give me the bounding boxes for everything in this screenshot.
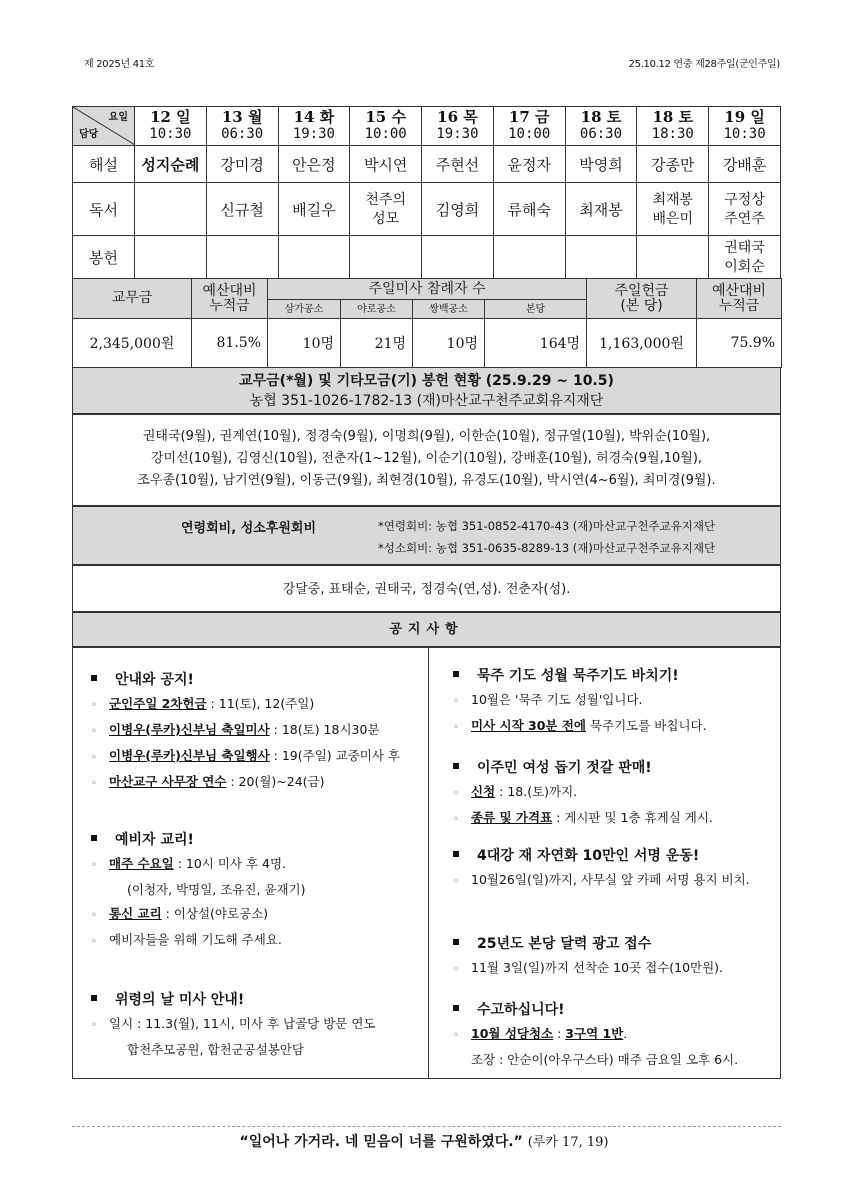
assignee-name: 강배훈: [722, 155, 767, 174]
assignee-name: 윤정자: [507, 155, 551, 174]
notice-heading: [453, 844, 750, 868]
schedule-cell: [493, 236, 565, 279]
day-label: 17 금: [508, 108, 550, 126]
notice-item-text: : 10시 미사 후 4명.: [173, 856, 287, 871]
notice-item-text: 10월26일(일)까지, 사무실 앞 카페 서명 용지 비치.: [471, 872, 750, 887]
collection-value: 1,163,000원: [587, 319, 697, 368]
notice-heading: [453, 756, 713, 780]
day-label: 18 토: [652, 108, 694, 126]
notice-item-key: 종류 및 가격표: [471, 810, 553, 825]
notice-heading-text: 안내와 공지!: [115, 672, 194, 688]
quote-text: “일어나 가거라. 네 믿음이 너를 구원하였다.”: [239, 1134, 523, 1150]
mass-time: 06:30: [221, 126, 264, 142]
notice-item-text: : 18.(토)까지.: [495, 784, 578, 799]
assignee-name: 김영희: [435, 200, 480, 219]
notice-item-text: 10월은 '묵주 기도 성월'입니다.: [471, 692, 643, 707]
support-account-1: *연령회비: 농협 351-0852-4170-43 (재)마산교구천주교유지재단: [378, 519, 716, 533]
schedule-cell: [278, 146, 350, 183]
notice-item-text: 합천추모공원, 합천군공설봉안담: [127, 1042, 304, 1057]
notice-item-text: : 11(토), 12(주일): [206, 696, 315, 711]
notice-section: [91, 828, 306, 954]
notice-section: [453, 998, 738, 1072]
support-fee-title: 연령회비, 성소후원회비: [181, 521, 317, 536]
attendance-value: 164명: [485, 319, 587, 368]
circle-bullet-icon: ◦: [453, 964, 459, 975]
notice-item: [91, 718, 400, 744]
notice-item-key: 매주 수요일: [109, 856, 174, 871]
circle-bullet-icon: ◦: [91, 936, 97, 947]
circle-bullet-icon: ◦: [453, 788, 459, 799]
notice-heading-text: 이주민 여성 돕기 젓갈 판매!: [477, 760, 652, 776]
attendance-sub-header: 본당: [485, 300, 587, 319]
square-bullet-icon: [453, 1005, 459, 1011]
mass-time: 06:30: [579, 126, 623, 142]
square-bullet-icon: [453, 763, 459, 769]
notice-item: [91, 744, 400, 770]
assignee-name: 천주의 성모: [365, 192, 406, 227]
notice-item: [91, 692, 400, 718]
notice-item-key: 군인주일 2차헌금: [109, 696, 207, 711]
offering-title: 교무금(*월) 및 기타모금(기) 봉헌 현황 (25.9.29 ~ 10.5): [239, 373, 614, 389]
notice-item-key: 이병우(루카)신부님 축일행사: [109, 748, 270, 763]
attendance-sub-header: 삼가공소: [268, 300, 341, 319]
support-account-2: *성소회비: 농협 351-0635-8289-13 (재)마산교구천주교유지재단: [378, 541, 716, 555]
schedule-cell: [350, 146, 422, 183]
circle-bullet-icon: ◦: [91, 1020, 97, 1031]
notice-item-key: 신청: [471, 784, 496, 799]
assignee-name: 강종만: [651, 155, 695, 174]
day-label: 12 일: [150, 108, 191, 126]
schedule-cell: [350, 236, 422, 279]
notice-item: [453, 1022, 738, 1048]
offering-account: 농협 351-1026-1782-13 (재)마산교구천주교회유지재단: [249, 393, 604, 409]
notice-item-text: :: [553, 1026, 566, 1041]
notice-item-text: : 18(토) 18시30분: [269, 722, 380, 737]
notice-item: [453, 1048, 738, 1072]
notice-item: [453, 714, 707, 740]
square-bullet-icon: [453, 671, 459, 677]
assignee-name: 류해숙: [507, 200, 551, 219]
offering-names: [72, 414, 781, 506]
notice-section: [91, 668, 400, 796]
column-divider: [428, 648, 429, 1078]
schedule-cell: [637, 236, 709, 279]
notice-item: [91, 902, 306, 928]
notice-item: [91, 878, 306, 902]
role-label: 봉헌: [73, 236, 135, 279]
mass-time: 10:00: [364, 126, 407, 142]
notice-body: [72, 647, 781, 1079]
notice-heading-text: 묵주 기도 성월 묵주기도 바치기!: [477, 668, 679, 684]
notice-item-text: : 이상설(야로공소): [161, 906, 269, 921]
notice-section: [453, 844, 750, 894]
schedule-day-header: [422, 107, 494, 146]
notice-section: [453, 664, 707, 740]
attendance-value: 10명: [268, 319, 341, 368]
assignee-name: 신규철: [220, 200, 264, 219]
circle-bullet-icon: ◦: [91, 910, 97, 921]
schedule-day-header: [709, 107, 781, 146]
support-fee-header: [72, 506, 781, 565]
schedule-corner-cell: [73, 107, 135, 146]
assignee-name: 최재봉 배은미: [652, 192, 694, 227]
schedule-cell: [709, 236, 781, 279]
ratio-value-2: 75.9%: [697, 319, 782, 368]
attendance-value: 21명: [341, 319, 413, 368]
mass-time: 19:30: [436, 126, 479, 142]
notice-heading: [91, 828, 306, 852]
square-bullet-icon: [91, 835, 97, 841]
schedule-day-header: [350, 107, 422, 146]
notice-item: [453, 780, 713, 806]
dues-header: 교무금: [73, 279, 192, 319]
budget-attendance-table: [72, 278, 782, 368]
schedule-cell: [206, 183, 278, 236]
notice-item: [91, 852, 306, 878]
support-names: 강달중, 표태순, 권태국, 정경숙(연,성). 전춘자(성).: [72, 565, 781, 612]
notice-item-text: 예비자들을 위해 기도해 주세요.: [109, 932, 282, 947]
mass-time: 10:00: [508, 126, 551, 142]
circle-bullet-icon: ◦: [453, 1030, 459, 1041]
notice-heading-text: 예비자 교리!: [115, 832, 194, 848]
assignee-name: 성지순례: [141, 155, 200, 174]
attendance-sub-header: 야로공소: [341, 300, 413, 319]
liturgy-schedule-table: [72, 106, 781, 279]
notice-item: [91, 1038, 376, 1062]
notice-item-key: 10월 성당청소: [471, 1026, 554, 1041]
schedule-cell: [565, 183, 637, 236]
schedule-day-header: [206, 107, 278, 146]
notice-heading: [91, 988, 376, 1012]
notice-section: [453, 932, 723, 982]
schedule-cell: [422, 236, 494, 279]
assignee-name: 안은정: [292, 155, 336, 174]
attendance-sub-header: 쌍백공소: [413, 300, 485, 319]
day-label: 19 일: [724, 108, 765, 126]
notice-item: [91, 1012, 376, 1038]
notice-item: [91, 928, 306, 954]
schedule-day-header: [135, 107, 207, 146]
notice-heading: [453, 664, 707, 688]
offering-header: [72, 367, 781, 414]
square-bullet-icon: [453, 851, 459, 857]
notice-heading-text: 수고하십니다!: [477, 1002, 565, 1018]
schedule-day-header: [637, 107, 709, 146]
notice-heading-text: 25년도 본당 달력 광고 접수: [477, 936, 652, 952]
notice-title: 공지사항: [72, 612, 781, 647]
schedule-cell: [278, 236, 350, 279]
notice-item-text: : 게시판 및 1층 휴게실 게시.: [552, 810, 713, 825]
assignee-name: 주현선: [435, 155, 480, 174]
circle-bullet-icon: ◦: [91, 752, 97, 763]
issue-number: 제 2025년 41호: [84, 59, 155, 70]
assignee-name: 박시연: [363, 155, 408, 174]
circle-bullet-icon: ◦: [91, 778, 97, 789]
attendance-header: 주일미사 참례자 수: [268, 279, 587, 300]
square-bullet-icon: [91, 995, 97, 1001]
notice-item: [91, 770, 400, 796]
notice-item-text: : 19(주일) 교중미사 후: [269, 748, 400, 763]
day-label: 15 수: [365, 108, 406, 126]
notice-item: [453, 956, 723, 982]
offering-names-line: 강미선(10월), 김영신(10월), 전춘자(1~12월), 이순기(10월), 강배훈(10월), 허경숙(9월,10월),: [150, 451, 703, 466]
schedule-cell: [135, 183, 207, 236]
notice-section: [453, 756, 713, 832]
schedule-cell: [206, 236, 278, 279]
day-label: 18 토: [580, 108, 622, 126]
circle-bullet-icon: ◦: [453, 696, 459, 707]
schedule-day-header: [493, 107, 565, 146]
notice-item: [453, 688, 707, 714]
mass-time: 10:30: [149, 126, 192, 142]
notice-item-text: (이청자, 박명일, 조유진, 윤재기): [127, 882, 306, 897]
ratio-header-2: 예산대비 누적금: [697, 279, 782, 319]
ratio-value-1: 81.5%: [192, 319, 268, 368]
circle-bullet-icon: ◦: [91, 726, 97, 737]
quote-reference: (루카 17, 19): [527, 1135, 609, 1150]
schedule-cell: [278, 183, 350, 236]
assignee-name: 구정상 주연주: [724, 192, 765, 227]
mass-time: 19:30: [292, 126, 335, 142]
notice-heading: [453, 998, 738, 1022]
assignee-name: 강미경: [220, 155, 264, 174]
schedule-cell: [135, 146, 207, 183]
corner-role-label: 담당: [79, 129, 99, 140]
schedule-day-header: [278, 107, 350, 146]
notice-heading-text: 위령의 날 미사 안내!: [115, 992, 245, 1008]
notice-item: [453, 806, 713, 832]
square-bullet-icon: [453, 939, 459, 945]
schedule-cell: [637, 183, 709, 236]
mass-time: 10:30: [723, 126, 766, 142]
notice-heading-text: 4대강 재 자연화 10만인 서명 운동!: [477, 848, 700, 864]
attendance-value: 10명: [413, 319, 485, 368]
ratio-header-1: 예산대비 누적금: [192, 279, 268, 319]
mass-time: 18:30: [651, 126, 694, 142]
circle-bullet-icon: ◦: [91, 860, 97, 871]
schedule-day-header: [565, 107, 637, 146]
notice-heading: [91, 668, 400, 692]
schedule-cell: [637, 146, 709, 183]
assignee-name: 박영희: [579, 155, 623, 174]
circle-bullet-icon: ◦: [91, 700, 97, 711]
schedule-cell: [422, 183, 494, 236]
notice-item-text: 11월 3일(일)까지 선착순 10곳 접수(10만원).: [471, 960, 724, 975]
schedule-cell: [350, 183, 422, 236]
schedule-cell: [493, 146, 565, 183]
notice-heading: [453, 932, 723, 956]
circle-bullet-icon: ◦: [453, 876, 459, 887]
circle-bullet-icon: ◦: [453, 722, 459, 733]
notice-item-text: 묵주기도를 바칩니다.: [585, 718, 707, 733]
schedule-cell: [135, 236, 207, 279]
schedule-cell: [709, 146, 781, 183]
scripture-quote: [0, 1131, 848, 1151]
assignee-name: 배길우: [292, 200, 336, 219]
notice-item-text: : 20(월)~24(금): [226, 774, 325, 789]
notice-item-key: 미사 시작 30분 전에: [471, 718, 586, 733]
collection-header: 주일헌금 (본 당): [587, 279, 697, 319]
assignee-name: 최재봉: [579, 200, 623, 219]
notice-item-key: 마산교구 사무장 연수: [109, 774, 227, 789]
role-label: 독서: [73, 183, 135, 236]
notice-item-text: 조장 : 안순이(아우구스타) 매주 금요일 오후 6시.: [471, 1052, 739, 1067]
schedule-cell: [206, 146, 278, 183]
bulletin-date: 25.10.12 연중 제28주일(군인주일): [628, 59, 780, 70]
assignee-name: 권태국 이회순: [724, 240, 765, 275]
notice-item-key: 통신 교리: [109, 906, 162, 921]
circle-bullet-icon: ◦: [453, 814, 459, 825]
offering-names-line: 조우종(10월), 남기연(9월), 이동근(9월), 최현경(10월), 유경도(10월), 박시연(4~6월), 최미경(9월).: [137, 473, 716, 488]
square-bullet-icon: [91, 675, 97, 681]
notice-item: [453, 868, 750, 894]
offering-names-line: 권태국(9월), 권계연(10월), 정경숙(9월), 이명희(9월), 이한순(10월), 정규열(10월), 박위순(10월),: [142, 429, 711, 444]
footer-rule: [72, 1126, 781, 1127]
notice-item-text: .: [623, 1026, 628, 1041]
dues-value: 2,345,000원: [73, 319, 192, 368]
schedule-cell: [565, 146, 637, 183]
schedule-cell: [565, 236, 637, 279]
schedule-cell: [493, 183, 565, 236]
day-label: 16 목: [437, 108, 478, 126]
day-label: 14 화: [293, 108, 335, 126]
day-label: 13 월: [221, 108, 263, 126]
notice-item-key: 3구역 1반: [565, 1026, 624, 1041]
notice-item-key: 이병우(루카)신부님 축일미사: [109, 722, 270, 737]
role-label: 해설: [73, 146, 135, 183]
schedule-cell: [709, 183, 781, 236]
notice-item-text: 일시 : 11.3(월), 11시, 미사 후 납골당 방문 연도: [109, 1016, 376, 1031]
corner-day-label: 요일: [108, 112, 128, 123]
schedule-cell: [422, 146, 494, 183]
notice-section: [91, 988, 376, 1062]
